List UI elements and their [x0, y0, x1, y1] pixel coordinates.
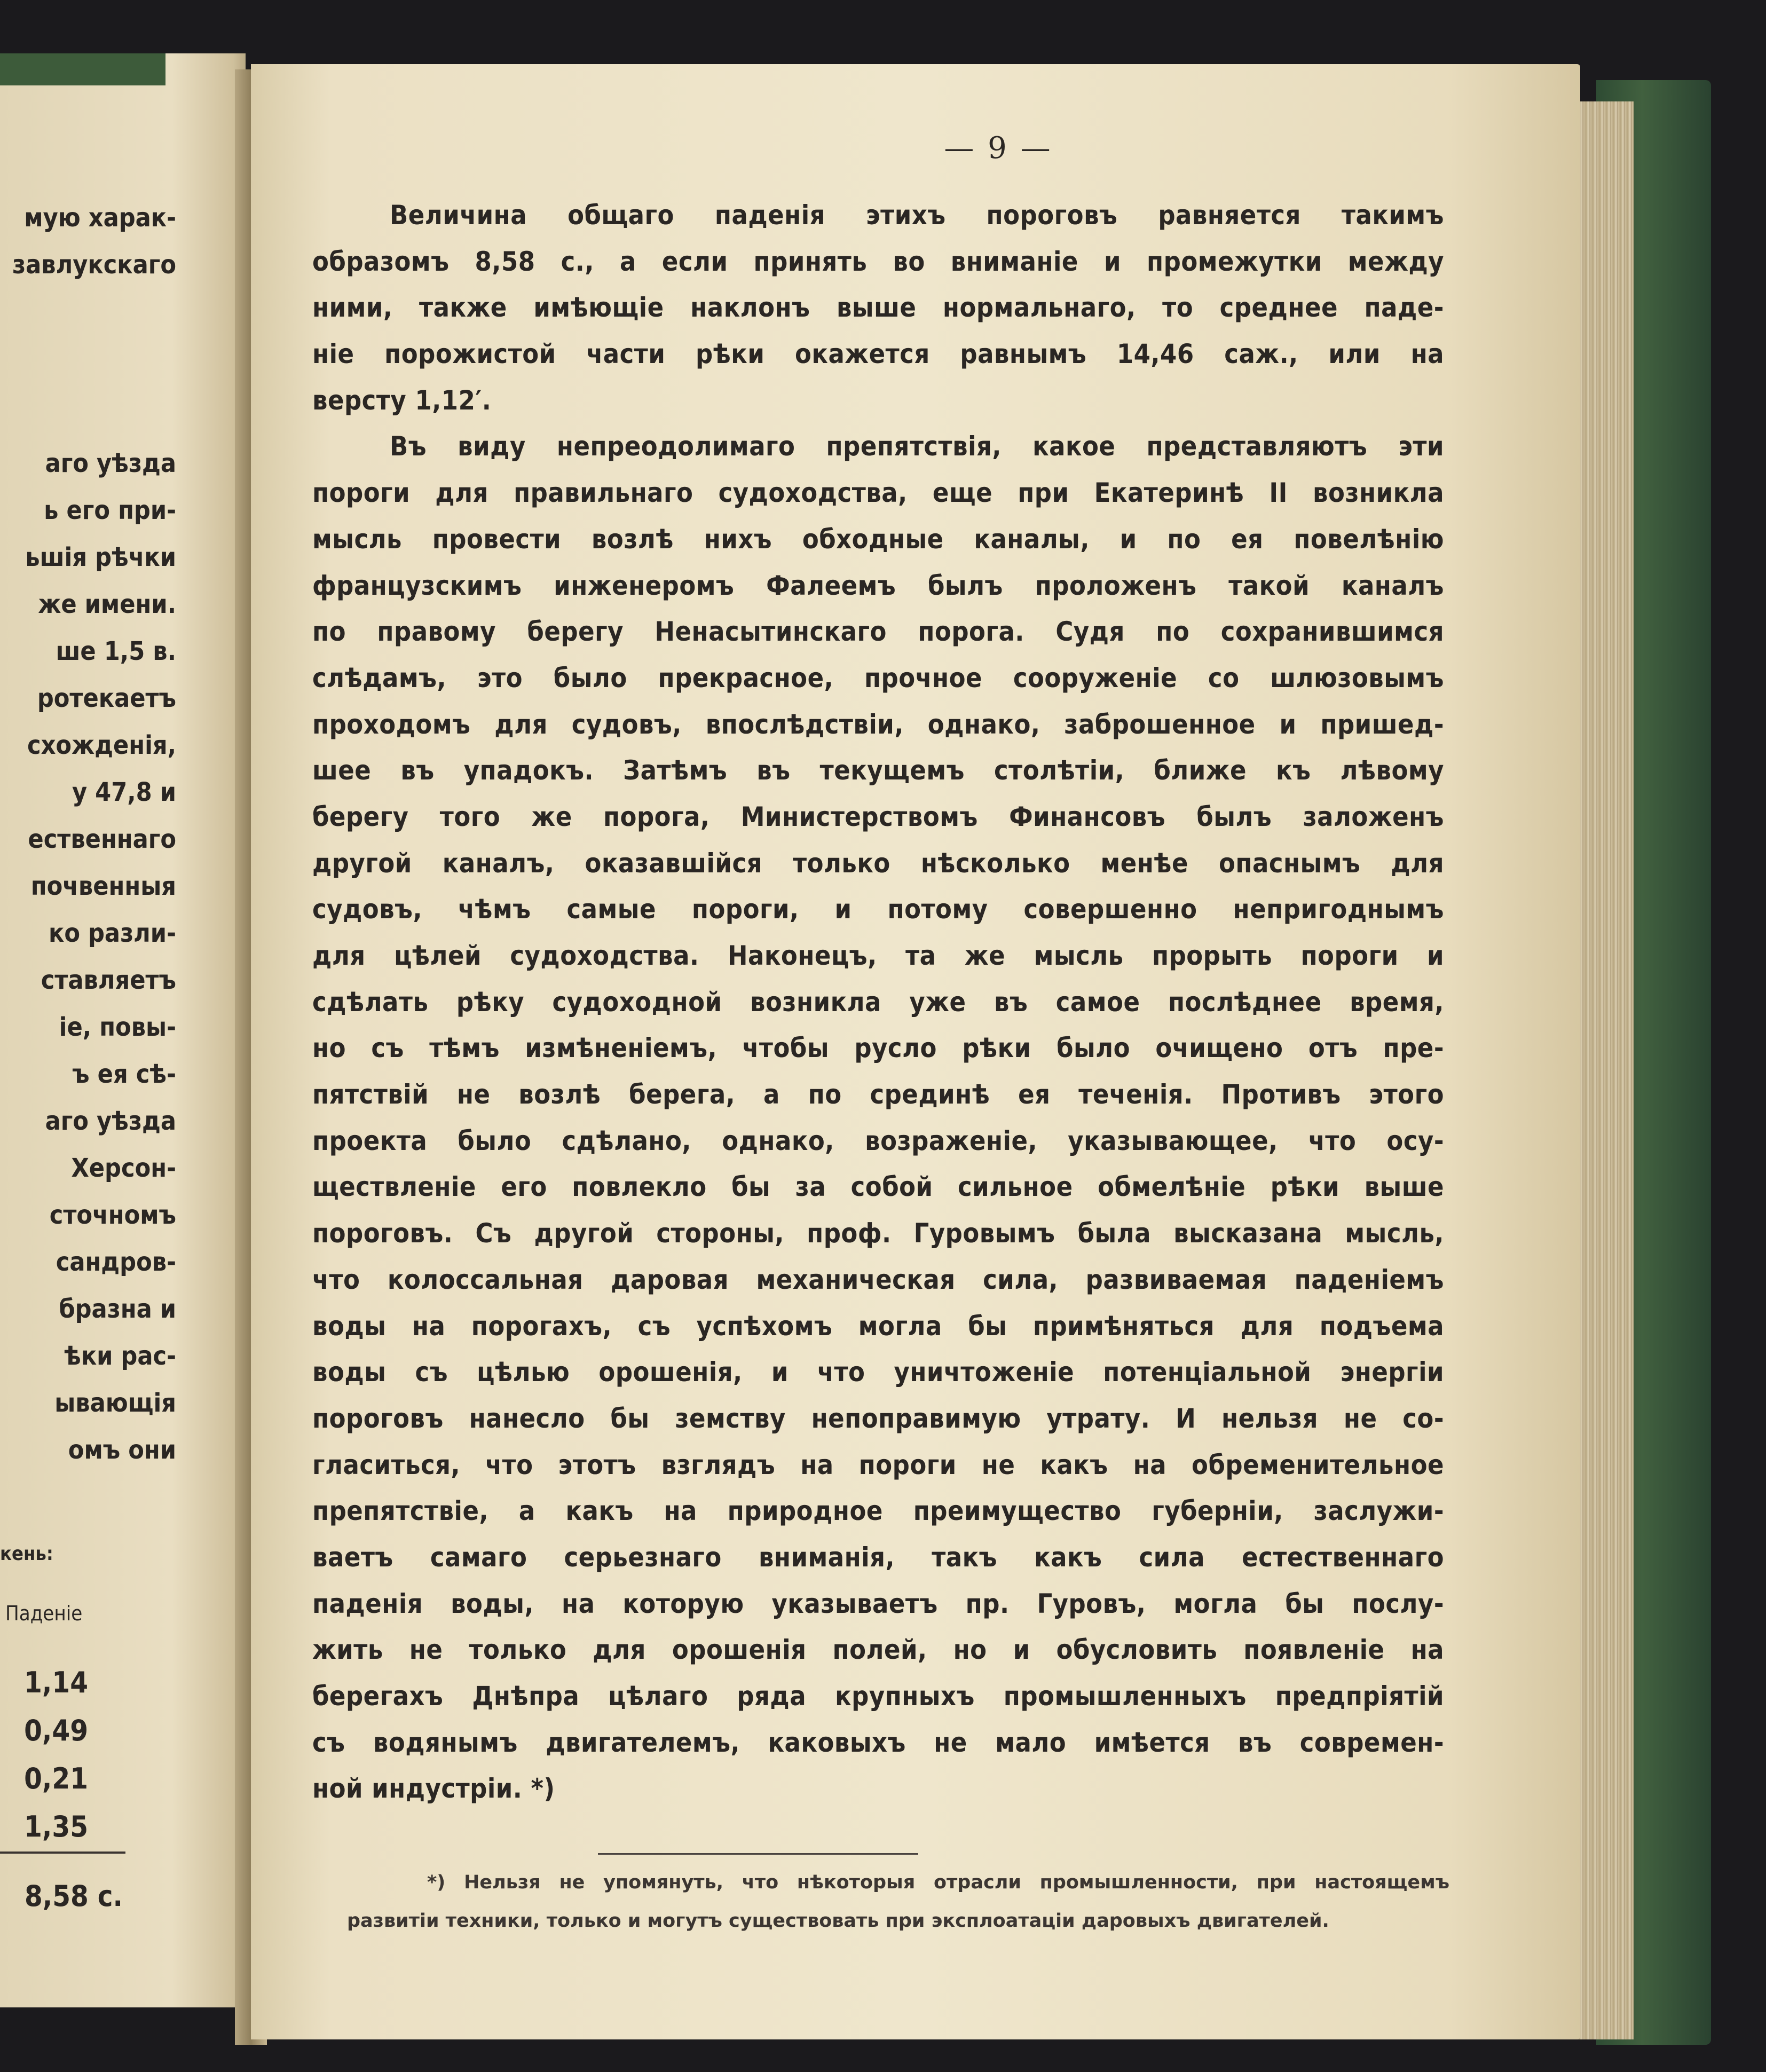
- footnote-line: развитіи техники, только и могутъ существовать при эксплоатаціи даровыхъ двигателей.: [347, 1910, 1329, 1932]
- text-line: берегу того же порога, Министерствомъ Финансовъ былъ заложенъ: [312, 801, 1444, 832]
- left-table-total: 8,58 с.: [24, 1879, 123, 1913]
- text-line: проекта было сдѣлано, однако, возраженіе, указывающее, что осу-: [312, 1125, 1444, 1156]
- book-spread: [0, 32, 1708, 2050]
- text-line: судовъ, чѣмъ самые пороги, и потому совершенно непригоднымъ: [312, 894, 1444, 925]
- text-line: Величина общаго паденія этихъ пороговъ равняется такимъ: [390, 200, 1444, 231]
- text-line: воды на порогахъ, съ успѣхомъ могла бы примѣняться для подъема: [312, 1310, 1444, 1342]
- footnote-rule: [598, 1853, 918, 1855]
- text-line: мысль провести возлѣ нихъ обходные каналы, и по ея повелѣнію: [312, 523, 1444, 555]
- text-line: проходомъ для судовъ, впослѣдствіи, однако, заброшенное и пришед-: [312, 708, 1444, 740]
- body-text: [312, 192, 1444, 1812]
- left-line: ывающія: [54, 1388, 176, 1418]
- left-table-rule: [0, 1852, 125, 1854]
- left-line: ставляетъ: [41, 965, 176, 995]
- text-line: ними, также имѣющіе наклонъ выше нормальнаго, то среднее паде-: [312, 292, 1444, 324]
- left-line: почвенныя: [30, 871, 176, 901]
- text-line: что колоссальная даровая механическая сила, развиваемая паденіемъ: [312, 1264, 1444, 1295]
- text-line: пороги для правильнаго судоходства, еще при Екатеринѣ II возникла: [312, 477, 1444, 509]
- text-line: для цѣлей судоходства. Наконецъ, та же мысль прорыть пороги и: [312, 940, 1444, 971]
- text-line: версту 1,12′.: [312, 384, 492, 416]
- text-line: съ водянымъ двигателемъ, каковыхъ не мало имѣется въ современ-: [312, 1727, 1444, 1758]
- text-line: ществленіе его повлекло бы за собой сильное обмелѣніе рѣки выше: [312, 1171, 1444, 1203]
- left-line: аго уѣзда: [45, 448, 176, 478]
- text-line: сдѣлать рѣку судоходной возникла уже въ самое послѣднее время,: [312, 986, 1444, 1018]
- text-line: образомъ 8,58 с., а если принять во вниманіе и промежутки между: [312, 246, 1444, 277]
- left-line: бразна и: [59, 1294, 176, 1324]
- text-line: слѣдамъ, это было прекрасное, прочное сооруженіе со шлюзовымъ: [312, 662, 1444, 694]
- left-line: аго уѣзда: [45, 1106, 176, 1136]
- text-line: воды съ цѣлью орошенія, и что уничтоженіе потенціальной энергіи: [312, 1357, 1444, 1388]
- text-line: пороговъ нанесло бы земству непоправимую утрату. И нельзя не со-: [312, 1403, 1444, 1434]
- page-number: — 9 —: [944, 131, 1053, 166]
- left-line: схожденія,: [27, 730, 176, 760]
- left-line: іе, повы-: [59, 1012, 176, 1042]
- left-table-header: кень:: [0, 1543, 53, 1565]
- left-line: ественнаго: [28, 824, 176, 854]
- text-line: но съ тѣмъ измѣненіемъ, чтобы русло рѣки было очищено отъ пре-: [312, 1033, 1444, 1064]
- left-line: сандров-: [56, 1247, 176, 1277]
- text-line: Въ виду непреодолимаго препятствія, какое представляютъ эти: [390, 431, 1444, 462]
- left-table-value: 1,14: [24, 1666, 88, 1699]
- text-line: французскимъ инженеромъ Фалеемъ былъ проложенъ такой каналъ: [312, 570, 1444, 601]
- text-line: жить не только для орошенія полей, но и обусловить появленіе на: [312, 1634, 1444, 1666]
- text-line: ваетъ самаго серьезнаго вниманія, такъ какъ сила естественнаго: [312, 1541, 1444, 1573]
- text-line: паденія воды, на которую указываетъ пр. Гуровъ, могла бы послу-: [312, 1588, 1444, 1619]
- left-line: сточномъ: [49, 1200, 176, 1230]
- left-table-value: 1,35: [24, 1810, 88, 1843]
- left-line: ьшія рѣчки: [25, 542, 176, 572]
- left-line: ротекаетъ: [37, 683, 176, 713]
- footnote: [347, 1863, 1449, 1940]
- left-line: ше 1,5 в.: [56, 636, 176, 666]
- left-line: же имени.: [38, 589, 176, 619]
- left-line: Херсон-: [71, 1153, 176, 1183]
- footnote-line: *) Нельзя не упомянуть, что нѣкоторыя отрасли промышленности, при настоящемъ: [427, 1872, 1449, 1893]
- text-line: гласиться, что этотъ взглядъ на пороги не какъ на обременительное: [312, 1449, 1444, 1480]
- text-line: другой каналъ, оказавшійся только нѣсколько менѣе опаснымъ для: [312, 847, 1444, 879]
- left-page: [0, 53, 246, 2007]
- text-line: пороговъ. Съ другой стороны, проф. Гуровымъ была высказана мысль,: [312, 1218, 1444, 1249]
- left-line: ъ ея сѣ-: [72, 1059, 176, 1089]
- text-line: берегахъ Днѣпра цѣлаго ряда крупныхъ промышленныхъ предпріятій: [312, 1681, 1444, 1712]
- left-table-column-label: Паденіе: [5, 1602, 83, 1625]
- left-line: у 47,8 и: [72, 777, 176, 807]
- left-line: завлукскаго: [12, 250, 176, 280]
- main-page: [251, 64, 1580, 2039]
- text-line: пятствій не возлѣ берега, а по срединѣ ея теченія. Противъ этого: [312, 1079, 1444, 1110]
- left-table-value: 0,49: [24, 1714, 88, 1747]
- left-line: омъ они: [68, 1435, 176, 1465]
- text-line: по правому берегу Ненасытинскаго порога. Судя по сохранившимся: [312, 616, 1444, 648]
- text-line: ной индустріи. *): [312, 1773, 555, 1805]
- left-table-value: 0,21: [24, 1762, 88, 1795]
- left-line: ь его при-: [44, 495, 176, 525]
- text-line: шее въ упадокъ. Затѣмъ въ текущемъ столѣтіи, ближе къ лѣвому: [312, 755, 1444, 786]
- left-cover-strip: [0, 53, 165, 85]
- left-line: мую харак-: [24, 203, 176, 233]
- left-line: ѣки рас-: [64, 1341, 176, 1371]
- text-line: препятствіе, а какъ на природное преимущество губерніи, заслужи-: [312, 1495, 1444, 1527]
- left-line: ко разли-: [49, 918, 176, 948]
- text-line: ніе порожистой части рѣки окажется равнымъ 14,46 саж., или на: [312, 338, 1444, 370]
